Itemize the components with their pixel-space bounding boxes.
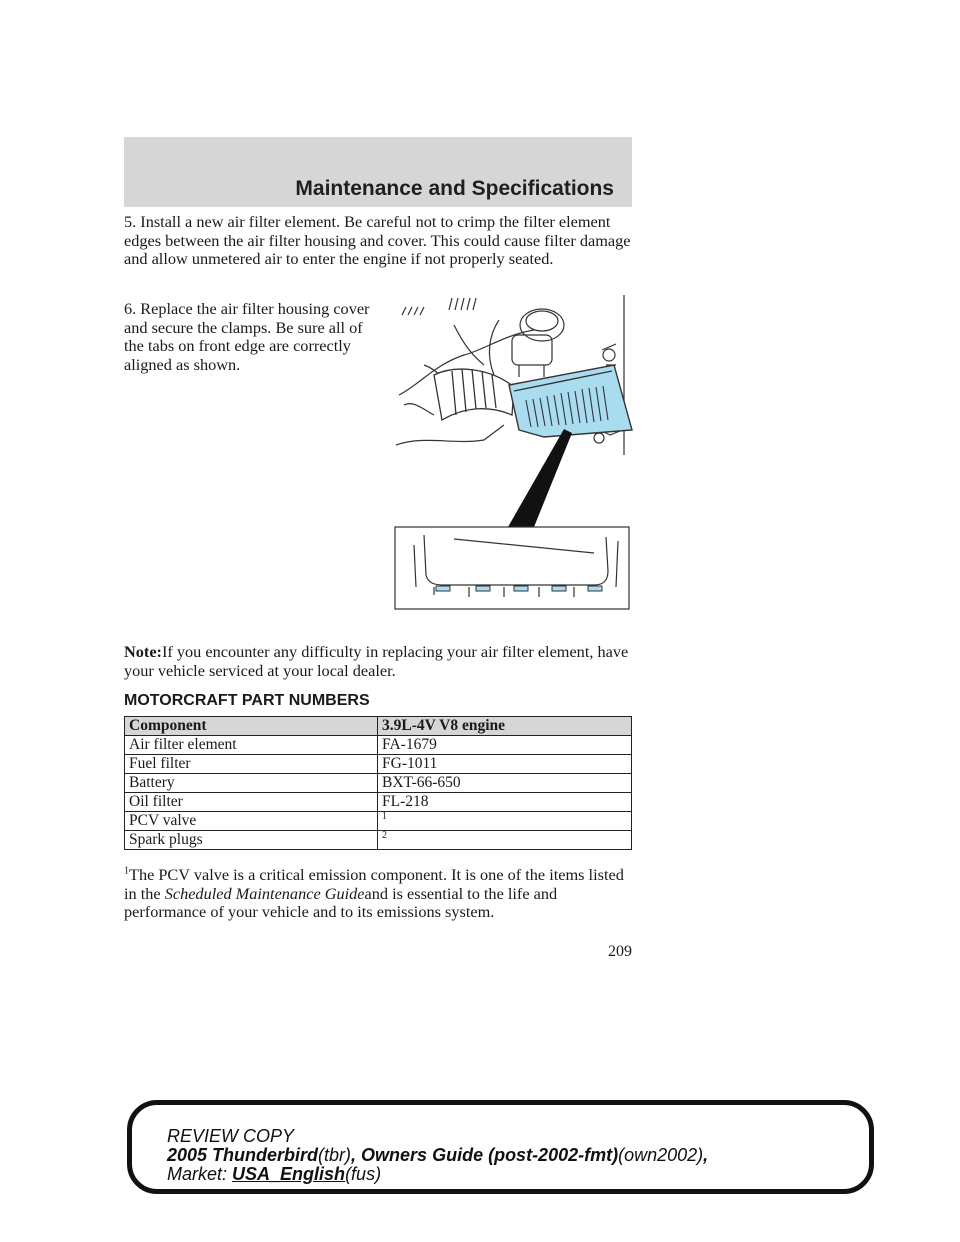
part-number-cell: FL-218	[378, 793, 632, 812]
table-row	[125, 774, 632, 793]
part-number-cell: FG-1011	[378, 755, 632, 774]
component-cell: Oil filter	[125, 793, 378, 812]
component-cell: PCV valve	[125, 812, 378, 831]
note-paragraph	[124, 643, 639, 680]
part-number-cell: BXT-66-650	[378, 774, 632, 793]
note-label: Note:	[124, 642, 162, 661]
part-number-cell: FA-1679	[378, 736, 632, 755]
parts-table-title: MOTORCRAFT PART NUMBERS	[124, 692, 370, 709]
review-copy-text	[167, 1127, 708, 1184]
section-header-title: Maintenance and Specifications	[295, 177, 614, 200]
table-row	[125, 812, 632, 831]
component-cell: Battery	[125, 774, 378, 793]
review-copy-model-line: 2005 Thunderbird(tbr), Owners Guide (post-2002-fmt)(own2002),	[167, 1145, 709, 1165]
air-filter-housing-illustration	[394, 295, 638, 611]
table-header-row	[125, 717, 632, 736]
guide-title: Scheduled Maintenance Guide	[164, 883, 365, 903]
review-copy-market-line: Market: USA_English(fus)	[167, 1164, 382, 1184]
parts-table	[124, 716, 632, 850]
step-5-text: 5. Install a new air filter element. Be careful not to crimp the filter element edges between the air filter housing and cover. This could cause filter damage and allow unmetered air to enter the engine if not properly seated.	[124, 212, 631, 268]
component-cell: Fuel filter	[125, 755, 378, 774]
component-cell: Air filter element	[125, 736, 378, 755]
header-band	[124, 137, 632, 207]
review-copy-box	[127, 1100, 874, 1194]
page-number: 209	[608, 943, 632, 960]
table-row	[125, 831, 632, 850]
part-number-cell	[378, 831, 632, 850]
step-6-text: 6. Replace the air filter housing cover and secure the clamps. Be sure all of the tabs on front edge are correctly aligned as shown.	[124, 299, 370, 374]
table-header-cell: 3.9L-4V V8 engine	[378, 717, 632, 736]
footnote-marker: 2	[382, 829, 387, 841]
component-cell: Spark plugs	[125, 831, 378, 850]
table-row	[125, 755, 632, 774]
table-row	[125, 736, 632, 755]
table-row	[125, 793, 632, 812]
review-copy-label: REVIEW COPY	[167, 1126, 295, 1146]
footnote-1: $^1$The PCV valve is a critical emission component. It is one of the items listed in the Scheduled Maintenance Guideand is essential to the life and performance of your vehicle and to its emissions system.	[124, 865, 624, 921]
part-number-cell	[378, 812, 632, 831]
table-header-cell: Component	[125, 717, 378, 736]
note-text: If you encounter any difficulty in replacing your air filter element, have your vehicle serviced at your local dealer.	[124, 642, 629, 680]
footnote-marker: 1	[124, 865, 129, 877]
footnote-marker: 1	[382, 810, 387, 822]
